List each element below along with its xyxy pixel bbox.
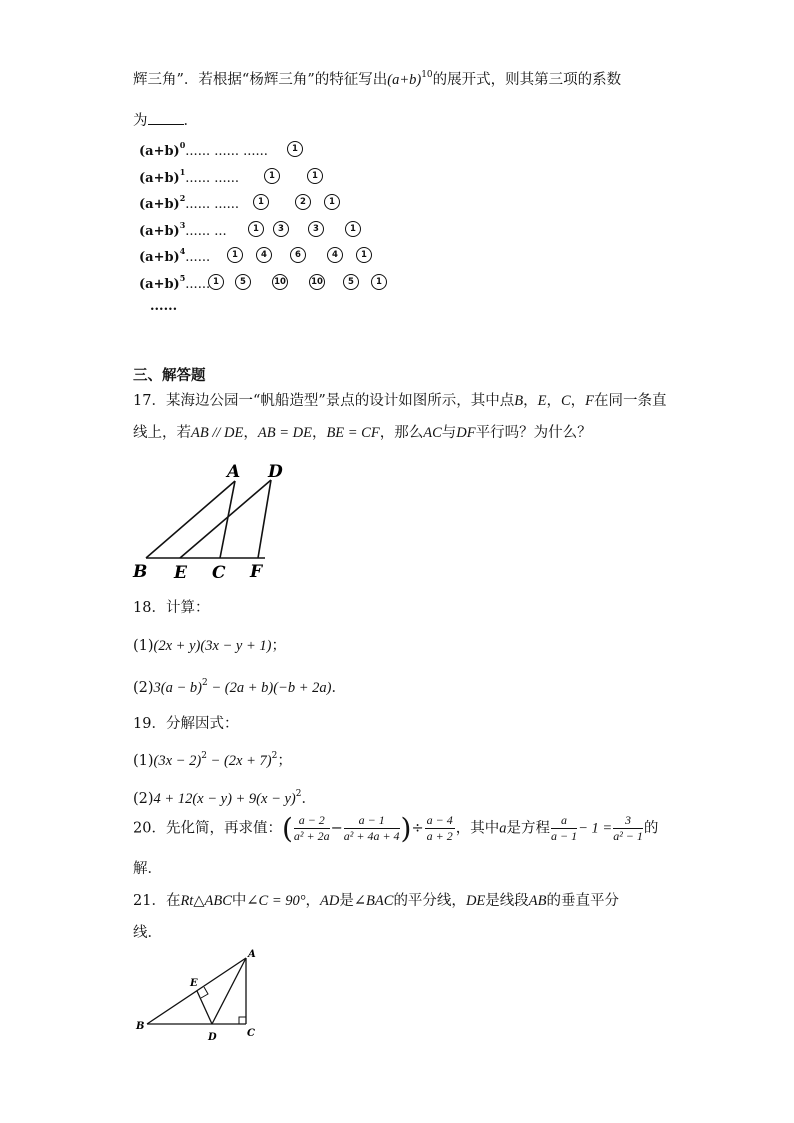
q18-part-2 bbox=[133, 676, 346, 697]
q20-fraction-4 bbox=[551, 813, 577, 844]
q21-triangle-figure bbox=[133, 946, 263, 1046]
q19-p1-exp1: 2 bbox=[201, 751, 207, 761]
triangle-row-power: (a+b) bbox=[139, 224, 180, 239]
q17-point-e: E bbox=[537, 393, 547, 409]
triangle-coefficient: 1 bbox=[345, 221, 361, 237]
q21-label-b: B bbox=[136, 1021, 145, 1032]
q21-right-angle-c bbox=[239, 1017, 246, 1024]
q20-lead: 20．先化简，再求值： bbox=[133, 820, 282, 837]
q20-divide: ÷ bbox=[411, 820, 424, 837]
q18-p1-end: ； bbox=[271, 638, 286, 654]
triangle-coefficient: 1 bbox=[324, 194, 340, 210]
triangle-coefficient: 2 bbox=[295, 194, 311, 210]
triangle-row-power: (a+b) bbox=[139, 197, 180, 212]
triangle-row-label bbox=[139, 273, 210, 292]
q17-ac: AC bbox=[423, 425, 442, 441]
triangle-row-label bbox=[139, 167, 239, 186]
triangle-row-power: (a+b) bbox=[139, 144, 180, 159]
q20-f3-den: a + 2 bbox=[426, 829, 453, 843]
q18-p1-expression: (2x + y)(3x − y + 1) bbox=[153, 638, 272, 654]
q19-p1-a: (3x − 2) bbox=[153, 753, 202, 769]
q21-side-ab bbox=[147, 958, 246, 1024]
q19-p1-b: − (2x + 7) bbox=[206, 753, 272, 769]
triangle-coefficient: 6 bbox=[290, 247, 306, 263]
q20-f1-num: a − 2 bbox=[294, 813, 330, 829]
q17-label-d: D bbox=[268, 462, 283, 482]
q17-line-df bbox=[258, 480, 271, 558]
triangle-row-power: (a+b) bbox=[139, 250, 180, 265]
q20-fraction-3 bbox=[425, 813, 455, 844]
q18-p2-exponent: 2 bbox=[202, 678, 208, 688]
q21-text: 21．在 bbox=[133, 893, 181, 909]
q20-variable: a bbox=[499, 820, 507, 837]
triangle-row-dots: ...... ...... bbox=[185, 171, 240, 186]
intro-text-2: 的展开式，则其第三项的系数 bbox=[432, 72, 622, 88]
q20-tail: 的 bbox=[643, 820, 659, 837]
triangle-row-dots: ...... ...... ...... bbox=[185, 144, 268, 159]
triangle-coefficient: 3 bbox=[273, 221, 289, 237]
q18-part-1 bbox=[133, 634, 286, 655]
q21-text-4: 的平分线， bbox=[393, 893, 466, 909]
q20-f4-den: a − 1 bbox=[551, 829, 578, 843]
q17-text-4: ，那么 bbox=[379, 425, 424, 441]
q19-p1-exp2: 2 bbox=[271, 751, 278, 761]
q19-p2-end: ． bbox=[301, 791, 316, 807]
triangle-coefficient: 1 bbox=[208, 274, 224, 290]
q21-angle: ∠C = 90° bbox=[246, 893, 306, 909]
q20-f3-num: a − 4 bbox=[426, 813, 453, 827]
q19-p1-end: ； bbox=[277, 753, 292, 769]
q17-label-c: C bbox=[212, 563, 226, 583]
q21-ad: AD bbox=[320, 893, 340, 909]
q17-condition-2: AB = DE bbox=[257, 425, 312, 441]
q17-text-5: 平行吗？为什么？ bbox=[475, 425, 592, 441]
q18-p2-number: (2) bbox=[133, 680, 154, 696]
triangle-row-exponent: 4 bbox=[179, 246, 186, 256]
triangle-coefficient: 1 bbox=[227, 247, 243, 263]
q17-line-de bbox=[180, 480, 271, 558]
q19-p1-number: (1) bbox=[133, 753, 154, 769]
q19-part-1 bbox=[133, 749, 292, 770]
q20-paren-right: ) bbox=[400, 812, 412, 845]
intro-line-1 bbox=[133, 68, 621, 89]
q20-minus: − bbox=[330, 820, 343, 837]
q20-fraction-5 bbox=[613, 813, 643, 844]
triangle-row-label bbox=[139, 246, 210, 265]
triangle-coefficient: 1 bbox=[264, 168, 280, 184]
q17-label-f: F bbox=[250, 562, 263, 582]
q20-fraction-1 bbox=[294, 813, 330, 844]
q17-line-1: 17．某海边公园一“帆船造型”景点的设计如图所示，其中点B，E，C，F在同一条直 bbox=[133, 393, 667, 409]
triangle-row-label bbox=[139, 140, 268, 159]
q21-bac: ∠BAC bbox=[353, 893, 394, 909]
q21-right-angle-e bbox=[201, 987, 208, 998]
q17-line-2: 线上，若AB // DE，AB = DE，BE = CF，那么AC与DF平行吗？为什么？ bbox=[133, 425, 592, 441]
q20-line-2: 解． bbox=[133, 861, 162, 877]
triangle-row-label bbox=[139, 220, 227, 239]
q17-label-b: B bbox=[133, 562, 148, 582]
triangle-coefficient: 4 bbox=[327, 247, 343, 263]
q20-f5-den: a² − 1 bbox=[613, 829, 643, 843]
answer-blank bbox=[148, 123, 184, 125]
intro-expression: (a+b) bbox=[387, 72, 422, 88]
q21-ab: AB bbox=[528, 893, 547, 909]
triangle-coefficient: 1 bbox=[371, 274, 387, 290]
q21-text-6: 的垂直平分 bbox=[546, 893, 619, 909]
triangle-row-dots: ...... ...... bbox=[185, 197, 240, 212]
q17-text-2: 在同一条直 bbox=[594, 393, 667, 409]
intro-line-2 bbox=[133, 109, 198, 130]
q17-point-f: F bbox=[585, 393, 595, 409]
q20-f5-num: 3 bbox=[613, 813, 643, 829]
triangle-coefficient: 3 bbox=[308, 221, 324, 237]
q17-point-b: B bbox=[514, 393, 524, 409]
triangle-row-exponent: 5 bbox=[179, 273, 186, 283]
q19-title: 19．分解因式： bbox=[133, 716, 239, 732]
q20-f2-den: a² + 4a + 4 bbox=[343, 829, 400, 843]
q21-line-ad bbox=[212, 958, 246, 1024]
q17-text: 17．某海边公园一“帆船造型”景点的设计如图所示，其中点 bbox=[133, 393, 515, 409]
q18-title: 18．计算： bbox=[133, 600, 210, 616]
q18-p2-expression-a: 3(a − b) bbox=[153, 680, 202, 696]
q17-df: DF bbox=[456, 425, 476, 441]
q20-mid2: 是方程 bbox=[506, 820, 550, 837]
q21-line-1 bbox=[133, 889, 619, 910]
q20-f2-num: a − 1 bbox=[344, 813, 400, 829]
q21-triangle: Rt△ABC bbox=[180, 893, 232, 909]
q18-p2-end: ． bbox=[331, 680, 346, 696]
triangle-coefficient: 1 bbox=[307, 168, 323, 184]
q17-sailboat-figure bbox=[130, 458, 300, 584]
intro-text: 辉三角”．若根据“杨辉三角”的特征写出 bbox=[133, 72, 388, 88]
q21-de: DE bbox=[465, 893, 486, 909]
q20-f4-num: a bbox=[551, 813, 577, 829]
q17-with: 与 bbox=[441, 425, 457, 441]
q20-fraction-2 bbox=[344, 813, 400, 844]
triangle-coefficient: 10 bbox=[309, 274, 325, 290]
q21-line-2: 线． bbox=[133, 925, 162, 941]
q17-condition-1: AB // DE bbox=[191, 425, 244, 441]
triangle-coefficient: 5 bbox=[235, 274, 251, 290]
triangle-row-dots: ...... bbox=[185, 277, 211, 292]
triangle-row-power: (a+b) bbox=[139, 277, 180, 292]
triangle-row-power: (a+b) bbox=[139, 171, 180, 186]
q21-label-a: A bbox=[248, 949, 256, 960]
q20-mid: ，其中 bbox=[455, 820, 500, 837]
q21-comma: ， bbox=[305, 893, 321, 909]
q20-line-1 bbox=[133, 812, 658, 845]
q19-part-2 bbox=[133, 787, 316, 808]
q21-label-c: C bbox=[247, 1028, 255, 1039]
intro-text-3: 为 bbox=[133, 113, 148, 129]
triangle-row-dots: ...... bbox=[185, 250, 211, 265]
triangle-coefficient: 4 bbox=[256, 247, 272, 263]
q20-f1-den: a² + 2a bbox=[293, 829, 330, 843]
triangle-trailing-dots: ...... bbox=[150, 299, 178, 314]
q21-text-3: 是 bbox=[339, 893, 354, 909]
triangle-coefficient: 10 bbox=[272, 274, 288, 290]
triangle-row-exponent: 3 bbox=[179, 220, 186, 230]
q21-label-d: D bbox=[208, 1032, 217, 1043]
triangle-coefficient: 1 bbox=[287, 141, 303, 157]
q19-p2-exponent: 2 bbox=[295, 789, 302, 799]
intro-exponent: 10 bbox=[421, 70, 433, 80]
q18-p2-expression-b: − (2a + b)(−b + 2a) bbox=[207, 680, 332, 696]
triangle-row-exponent: 0 bbox=[179, 140, 186, 150]
triangle-coefficient: 1 bbox=[248, 221, 264, 237]
triangle-row-exponent: 2 bbox=[179, 193, 186, 203]
q21-label-e: E bbox=[190, 978, 198, 989]
q19-p2-a: 4 + 12(x − y) + 9(x − y) bbox=[153, 791, 296, 807]
intro-text-4: ． bbox=[183, 113, 198, 129]
q21-text-2: 中 bbox=[231, 893, 247, 909]
triangle-coefficient: 1 bbox=[356, 247, 372, 263]
q20-paren-left: ( bbox=[281, 812, 293, 845]
triangle-row-dots: ...... ... bbox=[185, 224, 227, 239]
q17-label-e: E bbox=[174, 563, 187, 583]
triangle-row-exponent: 1 bbox=[179, 167, 186, 177]
triangle-coefficient: 5 bbox=[343, 274, 359, 290]
q20-eq-mid: − 1 = bbox=[578, 820, 613, 837]
triangle-coefficient: 1 bbox=[253, 194, 269, 210]
q17-text-3: 线上，若 bbox=[133, 425, 191, 441]
q17-label-a: A bbox=[227, 462, 241, 482]
q19-p2-number: (2) bbox=[133, 791, 154, 807]
section-title: 三、解答题 bbox=[133, 367, 206, 384]
q18-p1-number: (1) bbox=[133, 638, 154, 654]
q17-point-c: C bbox=[561, 393, 571, 409]
q17-condition-3: BE = CF bbox=[326, 425, 380, 441]
q21-text-5: 是线段 bbox=[485, 893, 529, 909]
triangle-row-label bbox=[139, 193, 239, 212]
